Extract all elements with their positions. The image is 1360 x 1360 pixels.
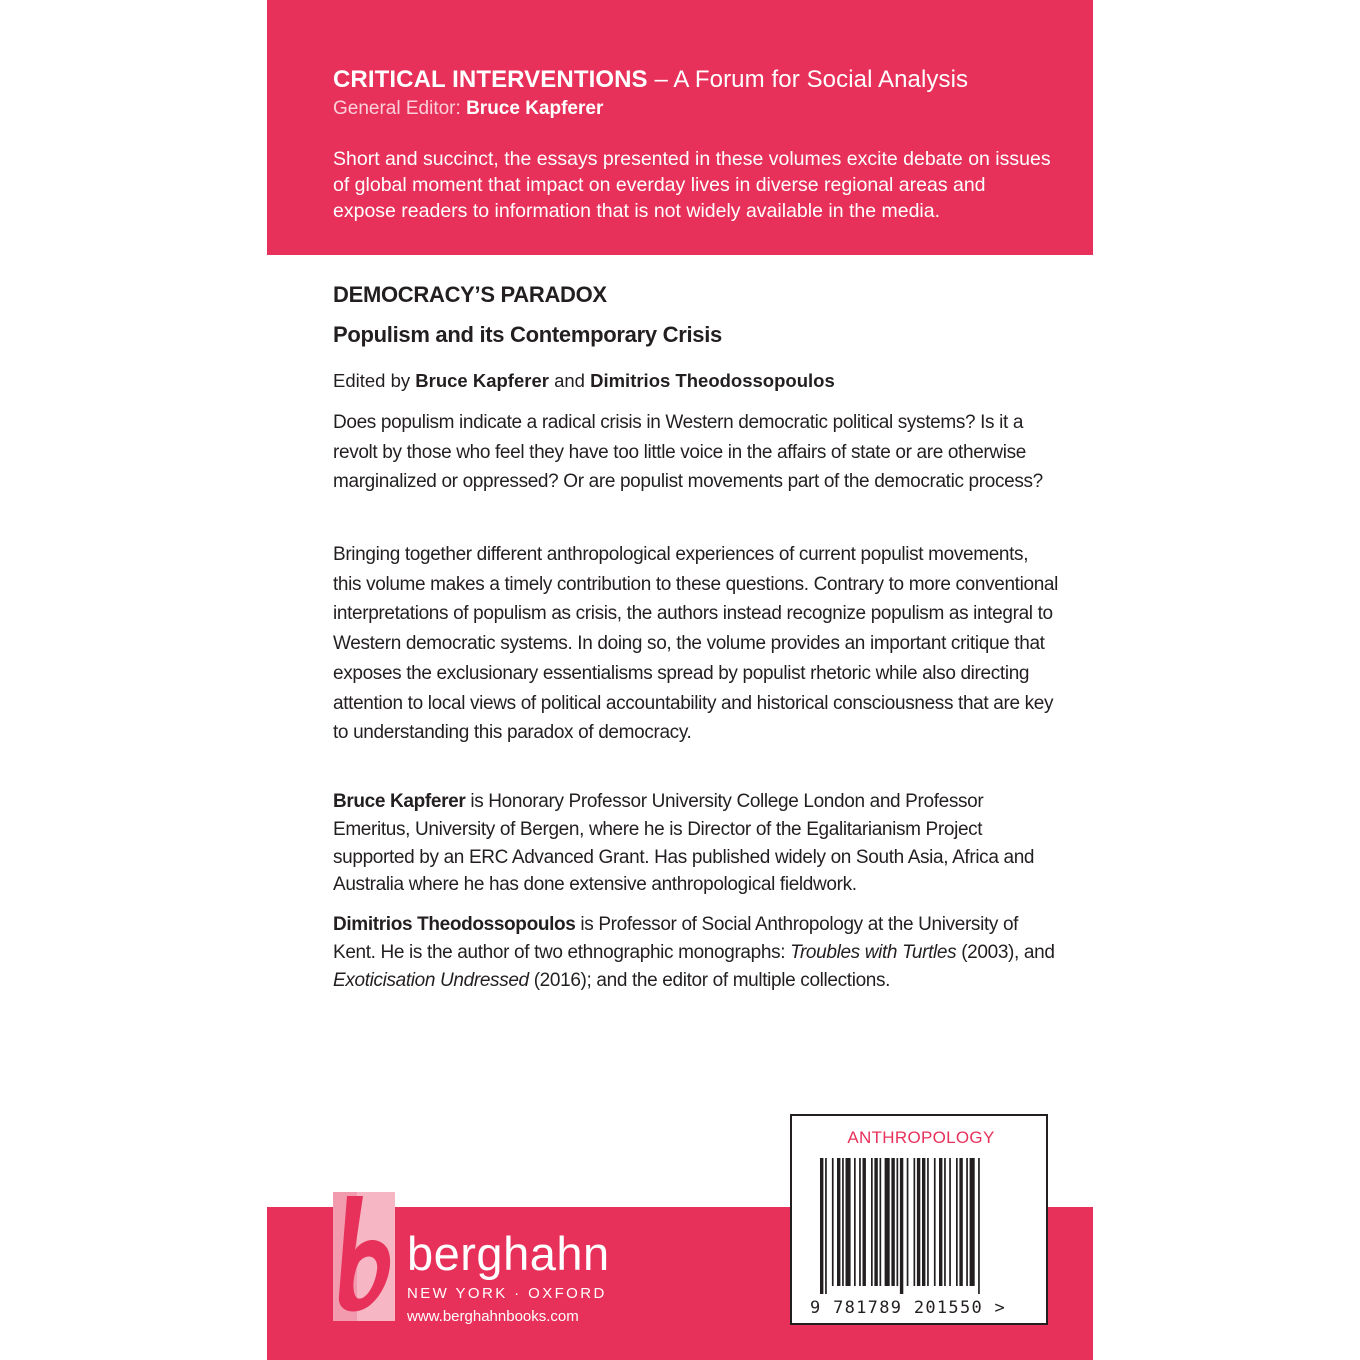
- barcode-bar: [956, 1158, 958, 1286]
- barcode-bar: [874, 1158, 877, 1286]
- publisher-url[interactable]: www.berghahnbooks.com: [407, 1308, 579, 1325]
- barcode-bar: [871, 1158, 873, 1286]
- bio-theo-text-1: is Professor of Social Anthropology at the University of Kent. He is the author of two ethnographic monographs:: [333, 914, 1019, 963]
- barcode-bar: [880, 1158, 882, 1286]
- barcode-bar: [944, 1158, 946, 1286]
- barcode-bar: [842, 1158, 844, 1286]
- barcode-bar: [907, 1158, 909, 1286]
- barcode-bar: [922, 1158, 925, 1286]
- barcode-bar: [891, 1158, 894, 1286]
- editor-name-1: Bruce Kapferer: [415, 370, 549, 391]
- book-subtitle: Populism and its Contemporary Crisis: [333, 322, 722, 347]
- barcode-bar: [970, 1158, 975, 1286]
- barcode-bar: [832, 1158, 834, 1286]
- edited-by-label: Edited by: [333, 370, 416, 391]
- barcode-bar: [897, 1158, 899, 1286]
- publisher-name: berghahn: [407, 1227, 610, 1280]
- barcode-bar: [949, 1158, 951, 1286]
- barcode-bar: [863, 1158, 866, 1286]
- barcode-box: [790, 1114, 1048, 1325]
- series-title: [333, 66, 1073, 94]
- barcode-bar: [978, 1158, 980, 1294]
- subject-category: ANTHROPOLOGY: [847, 1128, 995, 1147]
- barcode-bar: [927, 1158, 929, 1286]
- bio-kapferer: [333, 788, 1058, 899]
- barcode-bar: [837, 1158, 840, 1286]
- barcode-bar: [914, 1158, 916, 1286]
- barcode-bar: [825, 1158, 827, 1294]
- barcode-bar: [859, 1158, 861, 1286]
- bio-theo-book-1: Troubles with Turtles: [790, 941, 957, 963]
- blurb-paragraph-2: Bringing together different anthropological experiences of current populist movements, this volume makes a timely contribution to these questions. Contrary to more conventional interpretations of populism as crisis, the authors instead recognize populism as integral to Western democratic systems. In doing so, the volume provides an important critique that exposes the exclusionary essentialisms spread by populist rhetoric while also directing attention to local views of political accountability and historical consciousness that are key to understanding this paradox of democracy.: [333, 544, 1059, 744]
- editor-name-2: Dimitrios Theodossopoulos: [590, 370, 835, 391]
- barcode-bar: [900, 1158, 903, 1294]
- bio-kapferer-name: Bruce Kapferer: [333, 791, 466, 812]
- book-back-cover: [267, 0, 1093, 1360]
- series-editor: [333, 98, 603, 120]
- isbn-number: 9 781789 201550 >: [810, 1298, 1007, 1318]
- barcode-bar: [959, 1158, 962, 1286]
- editors-conjunction: and: [548, 370, 591, 391]
- book-title: DEMOCRACY’S PARADOX: [333, 282, 607, 307]
- series-editor-label: General Editor:: [333, 98, 467, 119]
- bio-theo-text-2: (2003), and: [956, 941, 1055, 963]
- editors-line: [333, 370, 835, 392]
- bio-theo-name: Dimitrios Theodossopoulos: [333, 914, 576, 935]
- barcode-bar: [939, 1158, 942, 1286]
- publisher-cities: NEW YORK · OXFORD: [407, 1285, 607, 1302]
- series-tagline: – A Forum for Social Analysis: [647, 66, 969, 93]
- series-editor-name: Bruce Kapferer: [466, 98, 604, 119]
- barcode-bar: [885, 1158, 890, 1286]
- series-description: Short and succinct, the essays presented in these volumes excite debate on issues of global moment that impact on everday lives in diverse regional areas and expose readers to information that is not widely available in the media.: [333, 148, 1051, 222]
- barcode-bar: [966, 1158, 968, 1286]
- barcode-bar: [917, 1158, 920, 1286]
- barcode-bars: [820, 1158, 1020, 1298]
- barcode-bar: [820, 1158, 823, 1294]
- barcode-bar: [854, 1158, 856, 1286]
- series-band: [267, 0, 1093, 255]
- bio-kapferer-text: is Honorary Professor University College London and Professor Emeritus, University of Bergen, where he is Director of the Egalitarianism Project supported by an ERC Advanced Grant. Has published widely on South Asia, Africa and Australia where he has done extensive anthropological fieldwork.: [333, 791, 1035, 896]
- bio-theodossopoulos: [333, 911, 1058, 994]
- bio-theo-book-2: Exoticisation Undressed: [333, 969, 529, 991]
- barcode-bar: [934, 1158, 936, 1286]
- series-name: CRITICAL INTERVENTIONS: [333, 66, 648, 93]
- bio-theo-text-3: (2016); and the editor of multiple collections.: [528, 969, 891, 991]
- berghahn-logo-icon: [333, 1192, 395, 1321]
- barcode-bar: [846, 1158, 851, 1286]
- blurb-paragraph-1: Does populism indicate a radical crisis in Western democratic political systems? Is it a revolt by those who feel they have too little voice in the affairs of state or are otherwise marginalized or oppressed? Or are populist movements part of the democratic process?: [333, 412, 1043, 493]
